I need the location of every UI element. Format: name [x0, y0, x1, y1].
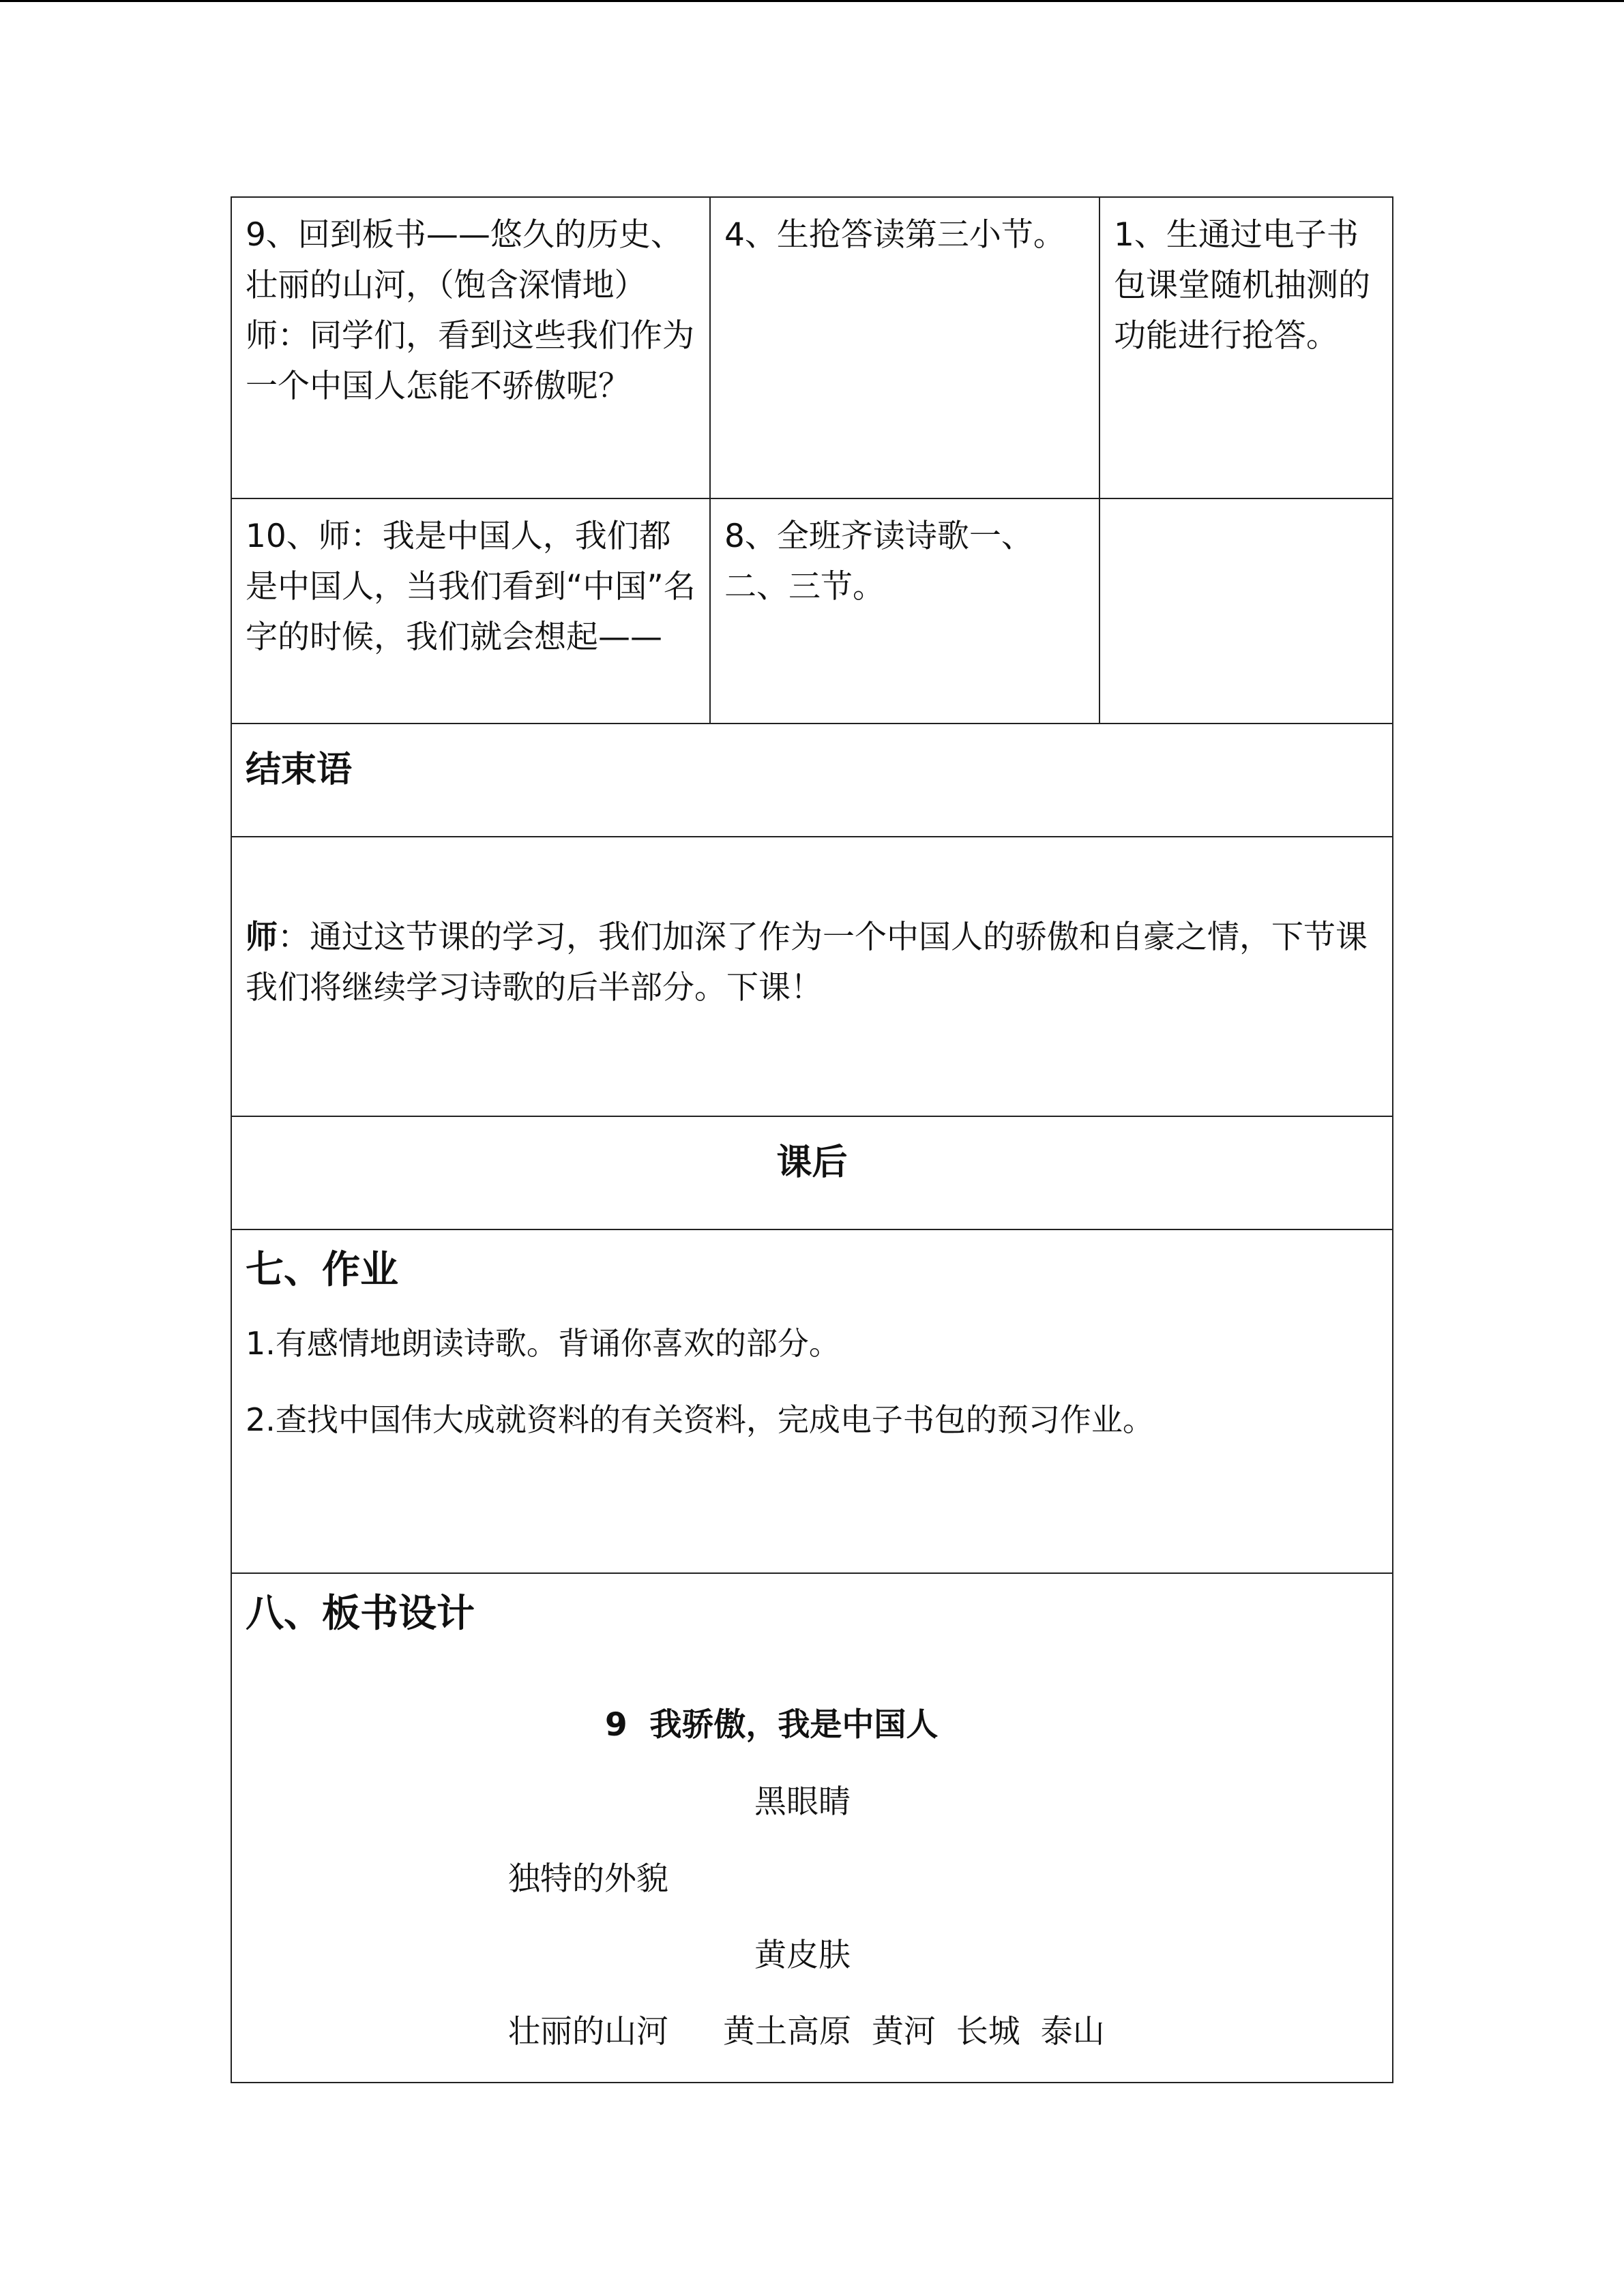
closing-remarks	[232, 837, 1392, 1116]
board-title: 9 我骄傲，我是中国人	[605, 1706, 939, 1744]
speaker-label: 师	[246, 919, 278, 956]
board-line: 黑眼睛	[754, 1783, 851, 1821]
table-row	[232, 1574, 1392, 2082]
lesson-plan-table	[231, 196, 1393, 2083]
homework-item: 1.有感情地朗读诗歌。背诵你喜欢的部分。	[246, 1325, 840, 1362]
teacher-activity-cell: 10、师：我是中国人，我们都是中国人，当我们看到“中国”名字的时候，我们就会想起——	[246, 518, 696, 656]
table-row	[232, 724, 1392, 837]
student-activity-cell: 4、生抢答读第三小节。	[709, 198, 1099, 498]
teacher-activity-cell: 9、回到板书——悠久的历史、壮丽的山河，（饱含深情地）师：同学们，看到这些我们作为一个中国人怎能不骄傲呢？	[246, 216, 694, 405]
board-design-heading: 八、板书设计	[246, 1592, 475, 1636]
board-line: 黄土高原 黄河 长城 泰山	[723, 2013, 1105, 2051]
table-row	[232, 198, 1392, 499]
table-row	[232, 1230, 1392, 1574]
board-line: 独特的外貌	[508, 1860, 668, 1898]
closing-heading: 结束语	[246, 749, 353, 790]
closing-text: ：通过这节课的学习，我们加深了作为一个中国人的骄傲和自豪之情，下节课我们将继续学习诗歌的后半部分。下课！	[246, 919, 1368, 1007]
board-line: 黄皮肤	[754, 1937, 851, 1974]
table-row	[232, 1117, 1392, 1230]
homework-section	[232, 1230, 1392, 1572]
student-activity-cell: 8、全班齐读诗歌一、二、三节。	[709, 499, 1099, 723]
table-row	[232, 499, 1392, 724]
table-row	[232, 837, 1392, 1117]
homework-heading: 七、作业	[246, 1248, 398, 1292]
after-class-heading: 课后	[776, 1142, 848, 1183]
board-line: 壮丽的山河	[508, 2013, 668, 2051]
board-design-section	[232, 1574, 1392, 2082]
tech-use-cell	[1099, 499, 1392, 723]
homework-item: 2.查找中国伟大成就资料的有关资料，完成电子书包的预习作业。	[246, 1401, 1154, 1438]
tech-use-cell: 1、生通过电子书包课堂随机抽测的功能进行抢答。	[1099, 198, 1392, 498]
top-border-line	[0, 0, 1624, 2]
